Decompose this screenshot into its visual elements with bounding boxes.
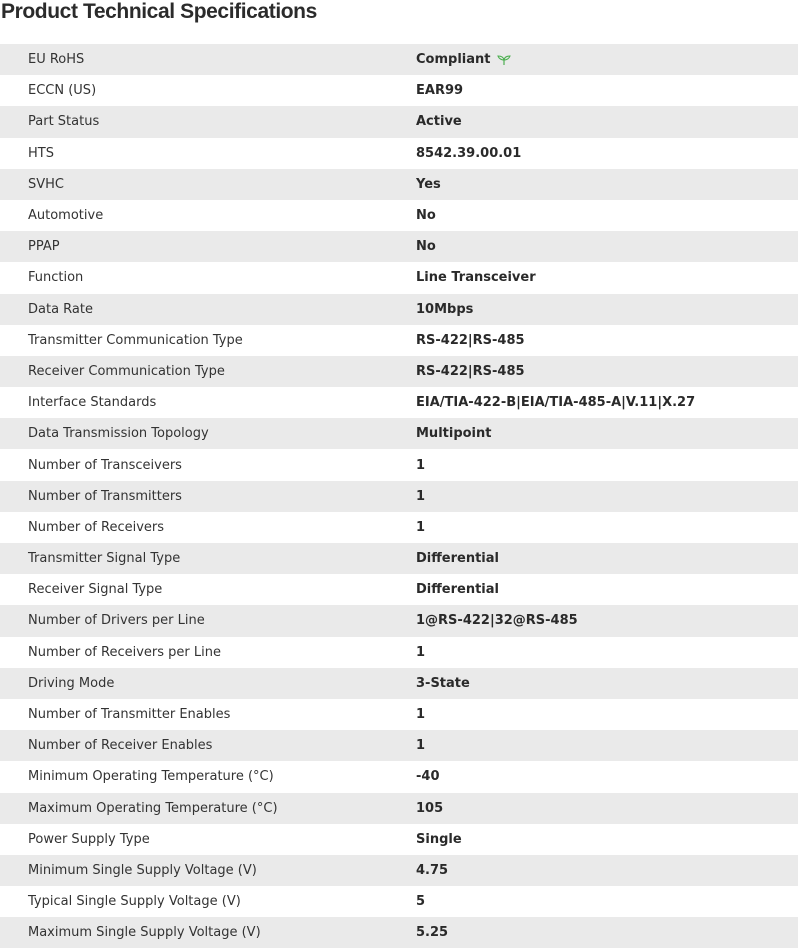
- spec-row-number-of-transceivers: [0, 449, 798, 480]
- spec-row-number-of-transmitters: [0, 481, 798, 512]
- spec-value: 5.25: [416, 925, 449, 941]
- spec-value: 8542.39.00.01: [416, 145, 522, 161]
- spec-row-data-transmission-topology: [0, 418, 798, 449]
- spec-row-interface-standards: [0, 387, 798, 418]
- spec-value: 5: [416, 894, 426, 910]
- spec-row-part-status: [0, 106, 798, 137]
- spec-label: Driving Mode: [28, 675, 115, 691]
- spec-row-ppap: [0, 231, 798, 262]
- spec-row-transmitter-signal-type: [0, 543, 798, 574]
- spec-row-number-of-receiver-enables: [0, 730, 798, 761]
- spec-value: 1: [416, 457, 426, 473]
- spec-value: Multipoint: [416, 426, 492, 442]
- spec-value: RS-422|RS-485: [416, 332, 525, 348]
- spec-row-data-rate: [0, 294, 798, 325]
- spec-label: ECCN (US): [28, 83, 97, 99]
- spec-row-function: [0, 262, 798, 293]
- spec-value: RS-422|RS-485: [416, 363, 525, 379]
- spec-value: 4.75: [416, 862, 449, 878]
- spec-row-automotive: [0, 200, 798, 231]
- spec-label: Maximum Operating Temperature (°C): [28, 800, 278, 816]
- spec-row-hts: [0, 138, 798, 169]
- spec-row-number-of-receivers-per-line: [0, 637, 798, 668]
- spec-value: 1: [416, 707, 426, 723]
- spec-label: Typical Single Supply Voltage (V): [28, 894, 241, 910]
- leaf-icon: [496, 54, 512, 66]
- spec-label: Number of Receiver Enables: [28, 738, 213, 754]
- spec-value: 1: [416, 738, 426, 754]
- spec-label: HTS: [28, 145, 54, 161]
- spec-label: Number of Transmitters: [28, 488, 182, 504]
- spec-label: Data Rate: [28, 301, 93, 317]
- spec-value: Active: [416, 114, 462, 130]
- spec-row-minimum-single-supply-voltage: [0, 855, 798, 886]
- spec-value: 105: [416, 800, 444, 816]
- spec-label: Interface Standards: [28, 395, 157, 411]
- spec-label: Data Transmission Topology: [28, 426, 209, 442]
- spec-label: Minimum Single Supply Voltage (V): [28, 862, 257, 878]
- spec-row-typical-single-supply-voltage: [0, 886, 798, 917]
- spec-value: 1: [416, 644, 426, 660]
- spec-row-number-of-transmitter-enables: [0, 699, 798, 730]
- spec-label: Function: [28, 270, 84, 286]
- spec-row-minimum-operating-temperature: [0, 761, 798, 792]
- spec-label: Power Supply Type: [28, 831, 150, 847]
- spec-label: Maximum Single Supply Voltage (V): [28, 925, 261, 941]
- spec-value: EAR99: [416, 83, 464, 99]
- spec-label: Number of Receivers per Line: [28, 644, 221, 660]
- spec-value: No: [416, 208, 436, 224]
- spec-value: Line Transceiver: [416, 270, 536, 286]
- spec-label: PPAP: [28, 239, 60, 255]
- spec-label: Number of Drivers per Line: [28, 613, 205, 629]
- spec-label: Automotive: [28, 208, 104, 224]
- spec-value: Differential: [416, 582, 499, 598]
- spec-value: EIA/TIA-422-B|EIA/TIA-485-A|V.11|X.27: [416, 395, 696, 411]
- spec-value: 1@RS-422|32@RS-485: [416, 613, 578, 629]
- spec-value: 3-State: [416, 675, 470, 691]
- spec-row-number-of-drivers-per-line: [0, 605, 798, 636]
- spec-label: EU RoHS: [28, 52, 85, 68]
- spec-row-power-supply-type: [0, 824, 798, 855]
- spec-row-transmitter-communication-type: [0, 325, 798, 356]
- spec-label: Number of Transmitter Enables: [28, 707, 231, 723]
- spec-row-maximum-operating-temperature: [0, 793, 798, 824]
- spec-value: 1: [416, 488, 426, 504]
- spec-label: Number of Receivers: [28, 519, 165, 535]
- spec-row-number-of-receivers: [0, 512, 798, 543]
- spec-value: No: [416, 239, 436, 255]
- spec-value: Yes: [416, 176, 441, 192]
- spec-value: 10Mbps: [416, 301, 474, 317]
- spec-label: Receiver Signal Type: [28, 582, 163, 598]
- spec-table: [0, 44, 798, 948]
- spec-label: Receiver Communication Type: [28, 363, 225, 379]
- spec-row-receiver-signal-type: [0, 574, 798, 605]
- spec-label: Transmitter Communication Type: [28, 332, 243, 348]
- spec-label: SVHC: [28, 176, 64, 192]
- spec-row-driving-mode: [0, 668, 798, 699]
- spec-row-eccn: [0, 75, 798, 106]
- spec-row-receiver-communication-type: [0, 356, 798, 387]
- spec-row-maximum-single-supply-voltage: [0, 917, 798, 948]
- page-title: Product Technical Specifications: [1, 0, 317, 23]
- spec-label: Number of Transceivers: [28, 457, 182, 473]
- spec-value: -40: [416, 769, 440, 785]
- spec-value: 1: [416, 519, 426, 535]
- spec-value: [416, 52, 512, 67]
- spec-row-eu-rohs: [0, 44, 798, 75]
- spec-value-text: Compliant: [416, 52, 491, 68]
- spec-label: Minimum Operating Temperature (°C): [28, 769, 274, 785]
- spec-value: Single: [416, 831, 462, 847]
- spec-label: Transmitter Signal Type: [28, 551, 181, 567]
- spec-label: Part Status: [28, 114, 100, 130]
- spec-value: Differential: [416, 551, 499, 567]
- spec-row-svhc: [0, 169, 798, 200]
